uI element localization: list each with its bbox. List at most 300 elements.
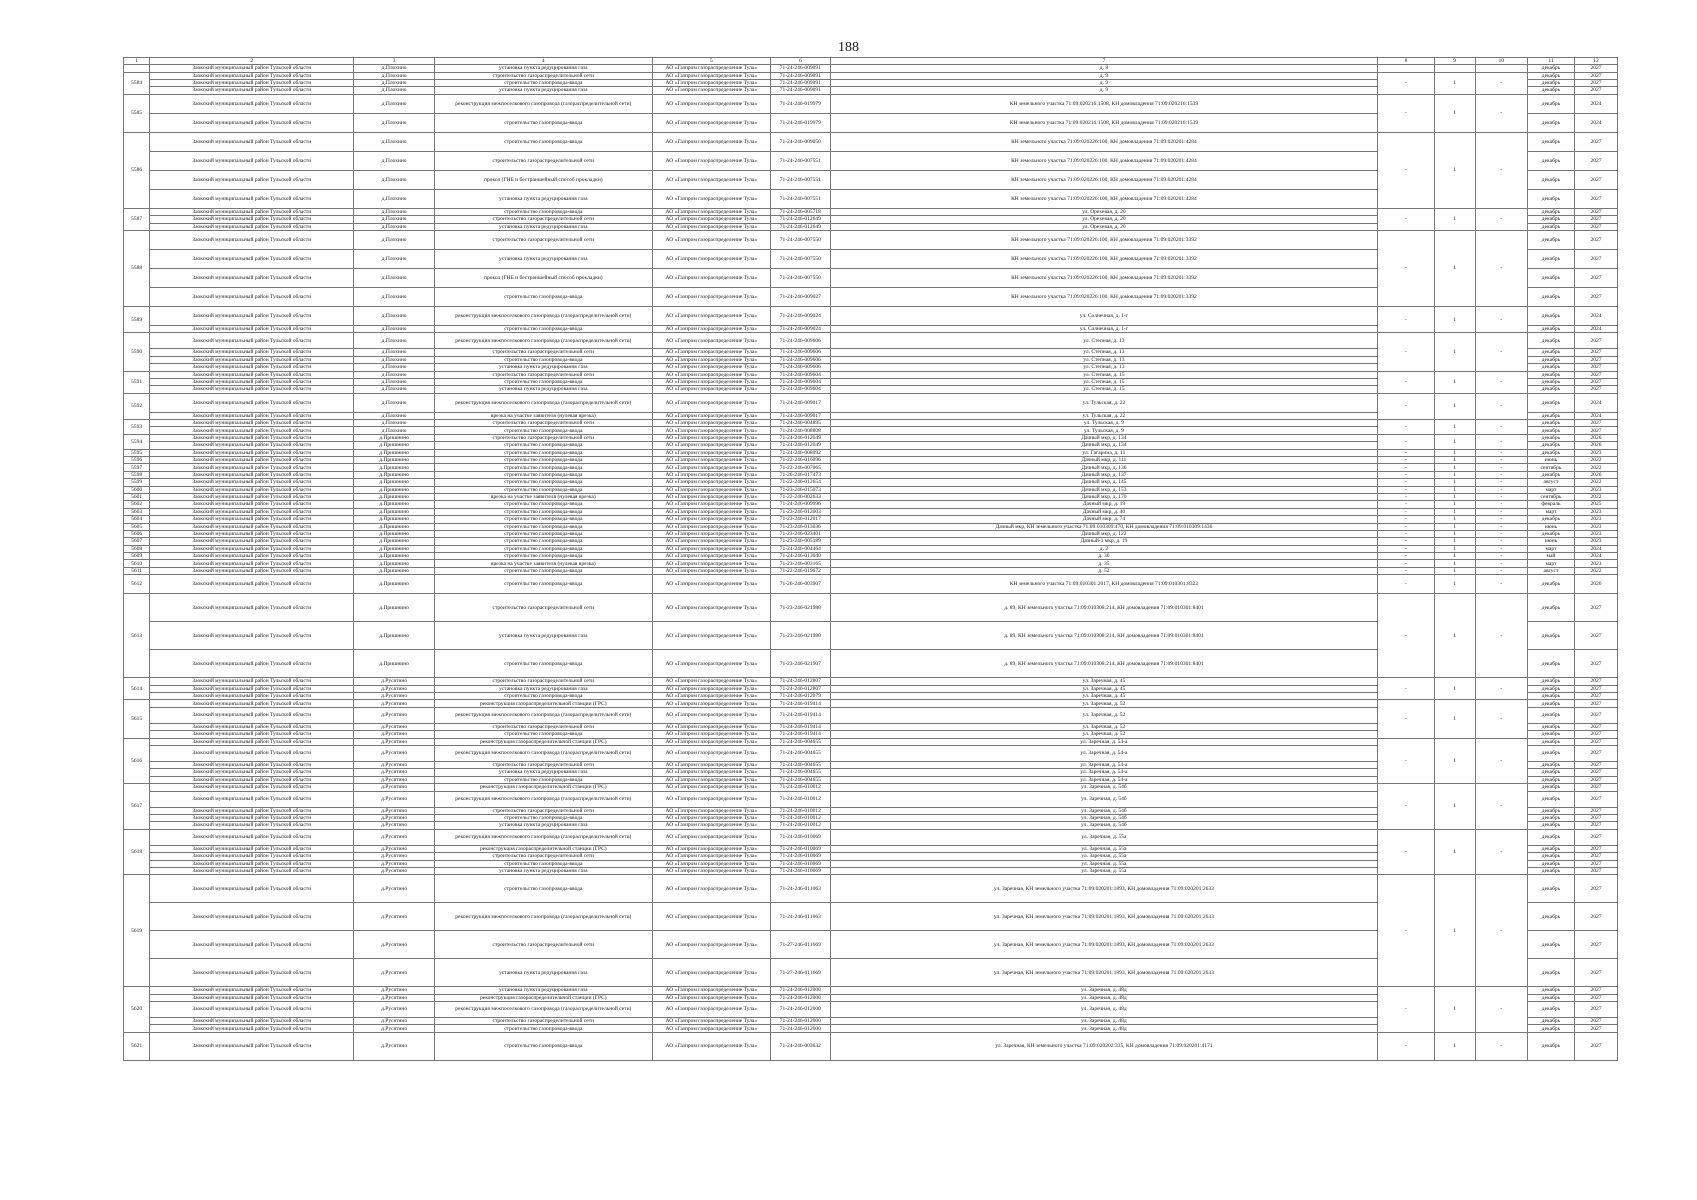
table-row — [124, 594, 1618, 622]
year-cell: 2024 — [1575, 545, 1618, 552]
application-code-cell: 71-24-246-009996 — [770, 501, 830, 508]
count-cell-c9: 1 — [1434, 538, 1475, 545]
address-cell: ул. Степная, д. 15 — [830, 386, 1378, 393]
year-cell: 2027 — [1575, 994, 1618, 1001]
work-type-cell: строительство газораспределительной сети — [434, 349, 652, 356]
month-cell: декабрь — [1527, 738, 1574, 745]
operator-cell: АО «Газпром газораспределение Тула» — [652, 151, 770, 170]
application-code-cell: 71-24-246-004655 — [770, 746, 830, 762]
locality-cell: д.Русятино — [354, 1032, 435, 1060]
count-cell-c9: 1 — [1434, 678, 1475, 700]
address-cell: ул. Степная, д. 13 — [830, 356, 1378, 363]
month-cell: декабрь — [1527, 875, 1574, 903]
address-cell: Дачный мкр, д. 145 — [830, 479, 1378, 486]
application-code-cell: 71-24-246-019414 — [770, 723, 830, 730]
count-cell-c10: - — [1475, 333, 1527, 371]
district-cell: Заокский муниципальный район Тульской области — [150, 829, 354, 845]
work-type-cell: строительство газопровода-ввода — [434, 457, 652, 464]
district-cell: Заокский муниципальный район Тульской области — [150, 875, 354, 903]
year-cell: 2027 — [1575, 700, 1618, 707]
application-code-cell: 71-24-246-012807 — [770, 678, 830, 685]
application-code-cell: 71-23-246-012017 — [770, 516, 830, 523]
year-cell: 2027 — [1575, 762, 1618, 769]
district-cell: Заокский муниципальный район Тульской области — [150, 79, 354, 86]
application-code-cell: 71-24-246-019414 — [770, 707, 830, 723]
count-cell-c9: 1 — [1434, 501, 1475, 508]
application-code-cell: 71-24-246-010012 — [770, 814, 830, 821]
operator-cell: АО «Газпром газораспределение Тула» — [652, 791, 770, 807]
count-cell-c10: - — [1475, 420, 1527, 435]
locality-cell: д.Русятино — [354, 707, 435, 723]
application-code-cell: 71-24-246-010012 — [770, 784, 830, 791]
month-cell: март — [1527, 560, 1574, 567]
page-number: 188 — [838, 40, 859, 55]
work-type-cell: строительство газопровода-ввода — [434, 776, 652, 783]
district-cell: Заокский муниципальный район Тульской области — [150, 650, 354, 678]
record-number: 5589 — [124, 306, 150, 332]
year-cell: 2023 — [1575, 449, 1618, 456]
count-cell-c10: - — [1475, 987, 1527, 1033]
application-code-cell: 71-22-246-002633 — [770, 493, 830, 500]
locality-cell: д.Пришнино — [354, 545, 435, 552]
district-cell: Заокский муниципальный район Тульской области — [150, 442, 354, 449]
count-cell-c9: 1 — [1434, 545, 1475, 552]
address-cell: д. 89, КН земельного участка 71:09:010308:214, КН домовладения 71:09:010301:8401 — [830, 622, 1378, 650]
count-cell-c9: 1 — [1434, 486, 1475, 493]
district-cell: Заокский муниципальный район Тульской области — [150, 94, 354, 113]
count-cell-c10: - — [1475, 567, 1527, 574]
month-cell: декабрь — [1527, 853, 1574, 860]
district-cell: Заокский муниципальный район Тульской области — [150, 762, 354, 769]
year-cell: 2026 — [1575, 471, 1618, 478]
month-cell: декабрь — [1527, 268, 1574, 287]
locality-cell: д.Русятино — [354, 1002, 435, 1018]
count-cell-c8: - — [1378, 371, 1435, 393]
table-row — [124, 457, 1618, 464]
table-row — [124, 420, 1618, 427]
locality-cell: д.Плохино — [354, 223, 435, 230]
year-cell: 2026 — [1575, 575, 1618, 594]
month-cell: декабрь — [1527, 693, 1574, 700]
month-cell: декабрь — [1527, 113, 1574, 132]
operator-cell: АО «Газпром газораспределение Тула» — [652, 371, 770, 378]
operator-cell: АО «Газпром газораспределение Тула» — [652, 650, 770, 678]
year-cell: 2024 — [1575, 393, 1618, 412]
operator-cell: АО «Газпром газораспределение Тула» — [652, 784, 770, 791]
month-cell: декабрь — [1527, 65, 1574, 72]
operator-cell: АО «Газпром газораспределение Тула» — [652, 769, 770, 776]
district-cell: Заокский муниципальный район Тульской области — [150, 1002, 354, 1018]
address-cell: ул. Заречная, д. 52 — [830, 723, 1378, 730]
operator-cell: АО «Газпром газораспределение Тула» — [652, 434, 770, 441]
district-cell: Заокский муниципальный район Тульской области — [150, 371, 354, 378]
year-cell: 2024 — [1575, 113, 1618, 132]
table-row — [124, 434, 1618, 441]
district-cell: Заокский муниципальный район Тульской области — [150, 268, 354, 287]
work-type-cell: строительство газопровода-ввода — [434, 693, 652, 700]
year-cell: 2027 — [1575, 860, 1618, 867]
month-cell: декабрь — [1527, 442, 1574, 449]
operator-cell: АО «Газпром газораспределение Тула» — [652, 471, 770, 478]
work-type-cell: установка пункта редуцирования газа — [434, 987, 652, 994]
month-cell: декабрь — [1527, 356, 1574, 363]
record-number: 5596 — [124, 457, 150, 464]
count-cell-c9: 1 — [1434, 784, 1475, 830]
operator-cell: АО «Газпром газораспределение Тула» — [652, 79, 770, 86]
application-code-cell: 71-24-246-009050 — [770, 132, 830, 151]
address-cell: КН земельного участка 71:09:020226:100, КН домовладения 71:09:020201:4284 — [830, 132, 1378, 151]
operator-cell: АО «Газпром газораспределение Тула» — [652, 1018, 770, 1025]
work-type-cell: установка пункта редуцирования газа — [434, 685, 652, 692]
year-cell: 2027 — [1575, 829, 1618, 845]
work-type-cell: строительство газопровода-ввода — [434, 464, 652, 471]
application-code-cell: 71-23-246-013036 — [770, 523, 830, 530]
locality-cell: д.Пришнино — [354, 530, 435, 537]
column-number: 3 — [354, 58, 435, 65]
count-cell-c10: - — [1475, 132, 1527, 208]
work-type-cell: установка пункта редуцирования газа — [434, 386, 652, 393]
application-code-cell: 71-24-246-010069 — [770, 867, 830, 874]
address-cell: Дачный мкр, д. 170 — [830, 493, 1378, 500]
district-cell: Заокский муниципальный район Тульской области — [150, 860, 354, 867]
month-cell: декабрь — [1527, 132, 1574, 151]
year-cell: 2027 — [1575, 776, 1618, 783]
month-cell: декабрь — [1527, 931, 1574, 959]
locality-cell: д.Плохино — [354, 412, 435, 419]
district-cell: Заокский муниципальный район Тульской области — [150, 72, 354, 79]
table-row — [124, 72, 1618, 79]
application-code-cell: 71-24-246-007550 — [770, 230, 830, 249]
work-type-cell: установка пункта редуцирования газа — [434, 622, 652, 650]
district-cell: Заокский муниципальный район Тульской области — [150, 746, 354, 762]
month-cell: декабрь — [1527, 471, 1574, 478]
year-cell: 2027 — [1575, 738, 1618, 745]
record-number: 5598 — [124, 471, 150, 478]
work-type-cell: установка пункта редуцирования газа — [434, 87, 652, 94]
count-cell-c8: - — [1378, 829, 1435, 875]
operator-cell: АО «Газпром газораспределение Тула» — [652, 1002, 770, 1018]
district-cell: Заокский муниципальный район Тульской области — [150, 738, 354, 745]
month-cell: декабрь — [1527, 723, 1574, 730]
year-cell: 2027 — [1575, 249, 1618, 268]
address-cell: КН земельного участка 71:09:020216:1508, КН домовладения 71:09:020216:1539 — [830, 94, 1378, 113]
locality-cell: д.Плохино — [354, 113, 435, 132]
address-cell: Дачный мкр, д. 153 — [830, 486, 1378, 493]
month-cell: декабрь — [1527, 622, 1574, 650]
district-cell: Заокский муниципальный район Тульской области — [150, 685, 354, 692]
address-cell: ул. Орехевая, д. 20 — [830, 216, 1378, 223]
application-code-cell: 71-24-246-009606 — [770, 356, 830, 363]
locality-cell: д.Русятино — [354, 814, 435, 821]
work-type-cell: строительство газопровода-ввода — [434, 471, 652, 478]
application-code-cell: 71-23-246-003165 — [770, 560, 830, 567]
operator-cell: АО «Газпром газораспределение Тула» — [652, 731, 770, 738]
application-code-cell: 71-24-246-012049 — [770, 434, 830, 441]
work-type-cell: строительство газораспределительной сети — [434, 807, 652, 814]
year-cell: 2027 — [1575, 622, 1618, 650]
count-cell-c9: 1 — [1434, 829, 1475, 875]
count-cell-c9: 1 — [1434, 306, 1475, 332]
count-cell-c9: 1 — [1434, 449, 1475, 456]
year-cell: 2027 — [1575, 791, 1618, 807]
count-cell-c8: - — [1378, 230, 1435, 306]
column-number: 12 — [1575, 58, 1618, 65]
district-cell: Заокский муниципальный район Тульской области — [150, 378, 354, 385]
locality-cell: д.Русятино — [354, 700, 435, 707]
month-cell: декабрь — [1527, 784, 1574, 791]
address-cell: Дачный-1 мкр, д. 19 — [830, 538, 1378, 545]
district-cell: Заокский муниципальный район Тульской области — [150, 464, 354, 471]
locality-cell: д.Русятино — [354, 987, 435, 994]
table-row — [124, 987, 1618, 994]
count-cell-c9: 1 — [1434, 875, 1475, 987]
application-code-cell: 71-24-246-012000 — [770, 1002, 830, 1018]
address-cell: ул. Степная, д. 15 — [830, 371, 1378, 378]
year-cell: 2027 — [1575, 1025, 1618, 1032]
district-cell: Заокский муниципальный район Тульской области — [150, 1018, 354, 1025]
operator-cell: АО «Газпром газораспределение Тула» — [652, 464, 770, 471]
application-code-cell: 71-24-246-009604 — [770, 386, 830, 393]
count-cell-c8: - — [1378, 516, 1435, 523]
month-cell: декабрь — [1527, 420, 1574, 427]
operator-cell: АО «Газпром газораспределение Тула» — [652, 508, 770, 515]
year-cell: 2027 — [1575, 959, 1618, 987]
application-code-cell: 71-24-246-010012 — [770, 822, 830, 829]
record-number: 5606 — [124, 530, 150, 537]
address-cell: Дачный мкр, д. 74 — [830, 516, 1378, 523]
year-cell: 2027 — [1575, 707, 1618, 723]
record-number: 5619 — [124, 875, 150, 987]
month-cell: декабрь — [1527, 427, 1574, 434]
district-cell: Заокский муниципальный район Тульской области — [150, 364, 354, 371]
month-cell: декабрь — [1527, 79, 1574, 86]
locality-cell: д.Русятино — [354, 845, 435, 852]
month-cell: декабрь — [1527, 700, 1574, 707]
locality-cell: д.Плохино — [354, 132, 435, 151]
operator-cell: АО «Газпром газораспределение Тула» — [652, 853, 770, 860]
month-cell: декабрь — [1527, 575, 1574, 594]
district-cell: Заокский муниципальный район Тульской области — [150, 230, 354, 249]
record-number: 5591 — [124, 371, 150, 393]
column-number: 2 — [150, 58, 354, 65]
locality-cell: д.Пришнино — [354, 449, 435, 456]
work-type-cell: строительство газопровода-ввода — [434, 545, 652, 552]
address-cell: ул. Заречная, КН земельного участка 71:09:020201:1893, КН домовладения 71:09:020201:2633 — [830, 931, 1378, 959]
operator-cell: АО «Газпром газораспределение Тула» — [652, 378, 770, 385]
application-code-cell: 71-24-246-009091 — [770, 79, 830, 86]
year-cell: 2027 — [1575, 650, 1618, 678]
column-number-row — [124, 58, 1618, 65]
year-cell: 2027 — [1575, 333, 1618, 349]
locality-cell: д.Пришнино — [354, 479, 435, 486]
table-row — [124, 449, 1618, 456]
application-code-cell: 71-22-246-016096 — [770, 457, 830, 464]
operator-cell: АО «Газпром газораспределение Тула» — [652, 223, 770, 230]
year-cell: 2027 — [1575, 987, 1618, 994]
record-number: 5610 — [124, 560, 150, 567]
application-code-cell: 71-24-246-009604 — [770, 378, 830, 385]
address-cell: ул. Заречная, д. 52 — [830, 707, 1378, 723]
district-cell: Заокский муниципальный район Тульской области — [150, 486, 354, 493]
address-cell: ул. Гагарина, д. 11 — [830, 449, 1378, 456]
address-cell: Дачный мкр, д. 134 — [830, 434, 1378, 441]
work-type-cell: строительство газопровода-ввода — [434, 814, 652, 821]
record-number: 5585 — [124, 94, 150, 132]
year-cell: 2027 — [1575, 814, 1618, 821]
operator-cell: АО «Газпром газораспределение Тула» — [652, 287, 770, 306]
work-type-cell: строительство газопровода-ввода — [434, 1032, 652, 1060]
count-cell-c8: - — [1378, 132, 1435, 208]
count-cell-c9 — [1434, 65, 1475, 72]
address-cell: Дачный мкр, д. 111 — [830, 457, 1378, 464]
operator-cell: АО «Газпром газораспределение Тула» — [652, 867, 770, 874]
application-code-cell: 71-24-246-007551 — [770, 151, 830, 170]
count-cell-c8: - — [1378, 738, 1435, 784]
record-number: 5587 — [124, 208, 150, 230]
work-type-cell: реконструкция межпоселкового газопровода (газораспределительной сети) — [434, 306, 652, 325]
application-code-cell: 71-24-246-007550 — [770, 249, 830, 268]
address-cell: ул. Заречная, д. 54-а — [830, 776, 1378, 783]
count-cell-c8: - — [1378, 457, 1435, 464]
month-cell: август — [1527, 479, 1574, 486]
operator-cell: АО «Газпром газораспределение Тула» — [652, 1032, 770, 1060]
locality-cell: д.Плохино — [354, 79, 435, 86]
operator-cell: АО «Газпром газораспределение Тула» — [652, 325, 770, 332]
year-cell: 2027 — [1575, 784, 1618, 791]
application-code-cell: 71-24-246-012807 — [770, 685, 830, 692]
count-cell-c8: - — [1378, 523, 1435, 530]
application-code-cell: 71-24-246-010069 — [770, 845, 830, 852]
operator-cell: АО «Газпром газораспределение Тула» — [652, 393, 770, 412]
table-row — [124, 516, 1618, 523]
count-cell-c9: 1 — [1434, 567, 1475, 574]
table-row — [124, 508, 1618, 515]
work-type-cell: установка пункта редуцирования газа — [434, 223, 652, 230]
table-row — [124, 208, 1618, 215]
locality-cell: д.Пришнино — [354, 650, 435, 678]
year-cell: 2023 — [1575, 516, 1618, 523]
year-cell: 2027 — [1575, 678, 1618, 685]
application-code-cell: 71-24-246-019979 — [770, 113, 830, 132]
table-row — [124, 738, 1618, 745]
work-type-cell: реконструкция межпоселкового газопровода (газораспределительной сети) — [434, 791, 652, 807]
operator-cell: АО «Газпром газораспределение Тула» — [652, 501, 770, 508]
operator-cell: АО «Газпром газораспределение Тула» — [652, 523, 770, 530]
work-type-cell: реконструкция межпоселкового газопровода (газораспределительной сети) — [434, 333, 652, 349]
work-type-cell: установка пункта редуцирования газа — [434, 822, 652, 829]
locality-cell: д.Плохино — [354, 87, 435, 94]
work-type-cell: строительство газопровода-ввода — [434, 486, 652, 493]
address-cell: ул. Степная, д. 13 — [830, 349, 1378, 356]
work-type-cell: строительство газораспределительной сети — [434, 594, 652, 622]
application-code-cell: 71-24-246-010012 — [770, 791, 830, 807]
table-row — [124, 306, 1618, 325]
application-code-cell: 71-24-246-012000 — [770, 1018, 830, 1025]
district-cell: Заокский муниципальный район Тульской области — [150, 700, 354, 707]
year-cell: 2027 — [1575, 364, 1618, 371]
year-cell: 2027 — [1575, 1032, 1618, 1060]
table-row — [124, 486, 1618, 493]
operator-cell: АО «Газпром газораспределение Тула» — [652, 486, 770, 493]
locality-cell: д.Пришнино — [354, 523, 435, 530]
count-cell-c9: 1 — [1434, 738, 1475, 784]
operator-cell: АО «Газпром газораспределение Тула» — [652, 822, 770, 829]
address-cell: КН земельного участка 71:09:020226:100, КН домовладения 71:09:020201:3392 — [830, 249, 1378, 268]
application-code-cell: 71-24-246-003632 — [770, 1032, 830, 1060]
work-type-cell: установка пункта редуцирования газа — [434, 959, 652, 987]
year-cell: 2024 — [1575, 94, 1618, 113]
count-cell-c10: - — [1475, 479, 1527, 486]
work-type-cell: установка пункта редуцирования газа — [434, 249, 652, 268]
district-cell: Заокский муниципальный район Тульской области — [150, 769, 354, 776]
count-cell-c10: - — [1475, 94, 1527, 132]
address-cell: д. 8 — [830, 65, 1378, 72]
year-cell: 2023 — [1575, 508, 1618, 515]
month-cell: март — [1527, 545, 1574, 552]
month-cell: март — [1527, 508, 1574, 515]
month-cell: декабрь — [1527, 650, 1574, 678]
district-cell: Заокский муниципальный район Тульской области — [150, 575, 354, 594]
record-number: 5616 — [124, 738, 150, 784]
address-cell: ул. Заречная, д. 54-а — [830, 762, 1378, 769]
application-code-cell: 71-24-246-009027 — [770, 287, 830, 306]
district-cell: Заокский муниципальный район Тульской области — [150, 707, 354, 723]
year-cell: 2027 — [1575, 223, 1618, 230]
district-cell: Заокский муниципальный район Тульской области — [150, 545, 354, 552]
year-cell: 2027 — [1575, 931, 1618, 959]
locality-cell: д.Русятино — [354, 875, 435, 903]
count-cell-c10: - — [1475, 501, 1527, 508]
count-cell-c9: 1 — [1434, 464, 1475, 471]
address-cell: ул. Тульская, д. 9 — [830, 420, 1378, 427]
year-cell: 2023 — [1575, 486, 1618, 493]
address-cell: ул. Заречная, КН земельного участка 71:09:020201:1893, КН домовладения 71:09:020201:2633 — [830, 875, 1378, 903]
operator-cell: АО «Газпром газораспределение Тула» — [652, 903, 770, 931]
district-cell: Заокский муниципальный район Тульской области — [150, 434, 354, 441]
work-type-cell: установка пункта редуцирования газа — [434, 65, 652, 72]
address-cell: ул. Заречная, д. 54б — [830, 807, 1378, 814]
district-cell: Заокский муниципальный район Тульской области — [150, 420, 354, 427]
address-cell: Дачный мкр, д. 122 — [830, 530, 1378, 537]
year-cell: 2027 — [1575, 1002, 1618, 1018]
month-cell: декабрь — [1527, 685, 1574, 692]
address-cell: КН земельного участка 71:09:020226:100, КН домовладения 71:09:020201:4284 — [830, 151, 1378, 170]
address-cell: ул. Степная, д. 13 — [830, 333, 1378, 349]
record-number: 5588 — [124, 230, 150, 306]
table-row — [124, 65, 1618, 72]
work-type-cell: строительство газопровода-ввода — [434, 575, 652, 594]
address-cell: ул. Заречная, д. 55а — [830, 860, 1378, 867]
locality-cell: д.Пришнино — [354, 538, 435, 545]
count-cell-c10: - — [1475, 72, 1527, 94]
application-code-cell: 71-23-246-023401 — [770, 530, 830, 537]
month-cell: декабрь — [1527, 349, 1574, 356]
district-cell: Заокский муниципальный район Тульской области — [150, 791, 354, 807]
application-code-cell: 71-24-246-012000 — [770, 994, 830, 1001]
locality-cell: д.Пришнино — [354, 560, 435, 567]
table-row — [124, 230, 1618, 249]
locality-cell: д.Русятино — [354, 853, 435, 860]
district-cell: Заокский муниципальный район Тульской области — [150, 325, 354, 332]
locality-cell: д.Пришнино — [354, 486, 435, 493]
locality-cell: д.Русятино — [354, 776, 435, 783]
work-type-cell: строительство газораспределительной сети — [434, 72, 652, 79]
address-cell: КН земельного участка 71:09:020216:1508, КН домовладения 71:09:020216:1539 — [830, 113, 1378, 132]
operator-cell: АО «Газпром газораспределение Тула» — [652, 845, 770, 852]
year-cell: 2023 — [1575, 560, 1618, 567]
operator-cell: АО «Газпром газораспределение Тула» — [652, 65, 770, 72]
work-type-cell: строительство газопровода-ввода — [434, 356, 652, 363]
